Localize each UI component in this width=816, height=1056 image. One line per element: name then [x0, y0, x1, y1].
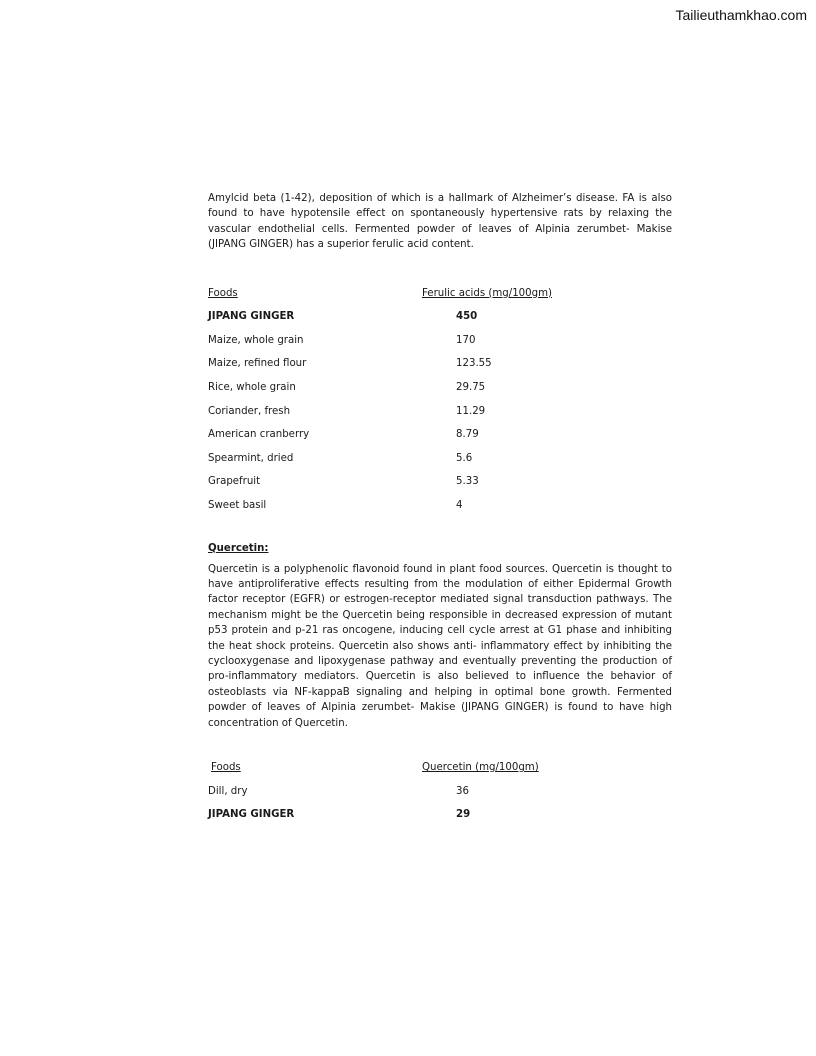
quercetin-table	[208, 762, 672, 833]
food-name: American cranberry	[208, 429, 310, 441]
table-row	[208, 335, 672, 359]
watermark: Tailieuthamkhao.com	[675, 7, 807, 23]
intro-paragraph: Amylcid beta (1-42), deposition of which is a hallmark of Alzheimer’s disease. FA is also found to have hypotensile effect on spontaneously hypertensive rats by relaxing the vascular endothelial cells. Fermented powder of leaves of Alpinia zerumbet- Makise (JIPANG GINGER) has a superior ferulic acid content.	[208, 193, 672, 251]
quercetin-paragraph: Quercetin is a polyphenolic flavonoid found in plant food sources. Quercetin is thought to have antiproliferative effects resulting from the modulation of either Epidermal Growth factor receptor (EGFR) or estrogen-receptor mediated signal transduction pathways. The mechanism might be the Quercetin being responsible in decreased expression of mutant p53 protein and p-21 ras oncogene, inducing cell cycle arrest at G1 phase and inhibiting the heat shock proteins. Quercetin also shows anti- inflammatory effect by inhibiting the cyclooxygenase and lipoxygenase pathway and eventually preventing the production of pro-inflammatory mediators. Quercetin is also believed to influence the behavior of osteoblasts via NF-kappaB signaling and helping in optimal bone growth. Fermented powder of leaves of Alpinia zerumbet- Makise (JIPANG GINGER) is found to have high concentration of Quercetin.	[208, 563, 672, 729]
food-value: 450	[456, 311, 478, 323]
document-page	[208, 191, 672, 833]
food-name: Grapefruit	[208, 476, 261, 488]
food-name: Coriander, fresh	[208, 405, 291, 417]
food-name: Spearmint, dried	[208, 452, 294, 464]
table-row	[208, 453, 672, 477]
food-name: Rice, whole grain	[208, 382, 296, 393]
header-foods: Foods	[211, 762, 241, 774]
table-row	[208, 476, 672, 500]
header-foods: Foods	[208, 287, 238, 299]
header-quercetin: Quercetin (mg/100gm)	[422, 762, 539, 774]
table-header	[208, 288, 672, 312]
table-row	[208, 382, 672, 406]
table-row	[208, 500, 672, 524]
food-value: 5.6	[456, 452, 473, 464]
food-value: 123.55	[456, 358, 492, 370]
ferulic-acid-table	[208, 288, 672, 524]
food-value: 29	[456, 809, 471, 821]
header-ferulic-acids: Ferulic acids (mg/100gm)	[422, 287, 553, 299]
food-value: 170	[456, 334, 476, 346]
food-value: 29.75	[456, 382, 486, 393]
food-name: JIPANG GINGER	[208, 809, 295, 821]
table-row	[208, 311, 672, 335]
table-row	[208, 786, 672, 810]
table-row	[208, 429, 672, 453]
food-value: 8.79	[456, 429, 479, 441]
food-name: JIPANG GINGER	[208, 311, 295, 323]
quercetin-heading: Quercetin:	[208, 542, 269, 554]
food-value: 4	[456, 499, 463, 511]
food-value: 5.33	[456, 476, 479, 488]
table-header	[208, 762, 672, 786]
food-value: 11.29	[456, 405, 486, 417]
food-name: Dill, dry	[208, 785, 248, 797]
food-name: Maize, refined flour	[208, 358, 307, 370]
table-row	[208, 809, 672, 833]
table-row	[208, 406, 672, 430]
food-name: Maize, whole grain	[208, 334, 304, 346]
table-row	[208, 358, 672, 382]
food-name: Sweet basil	[208, 499, 267, 511]
food-value: 36	[456, 785, 469, 797]
